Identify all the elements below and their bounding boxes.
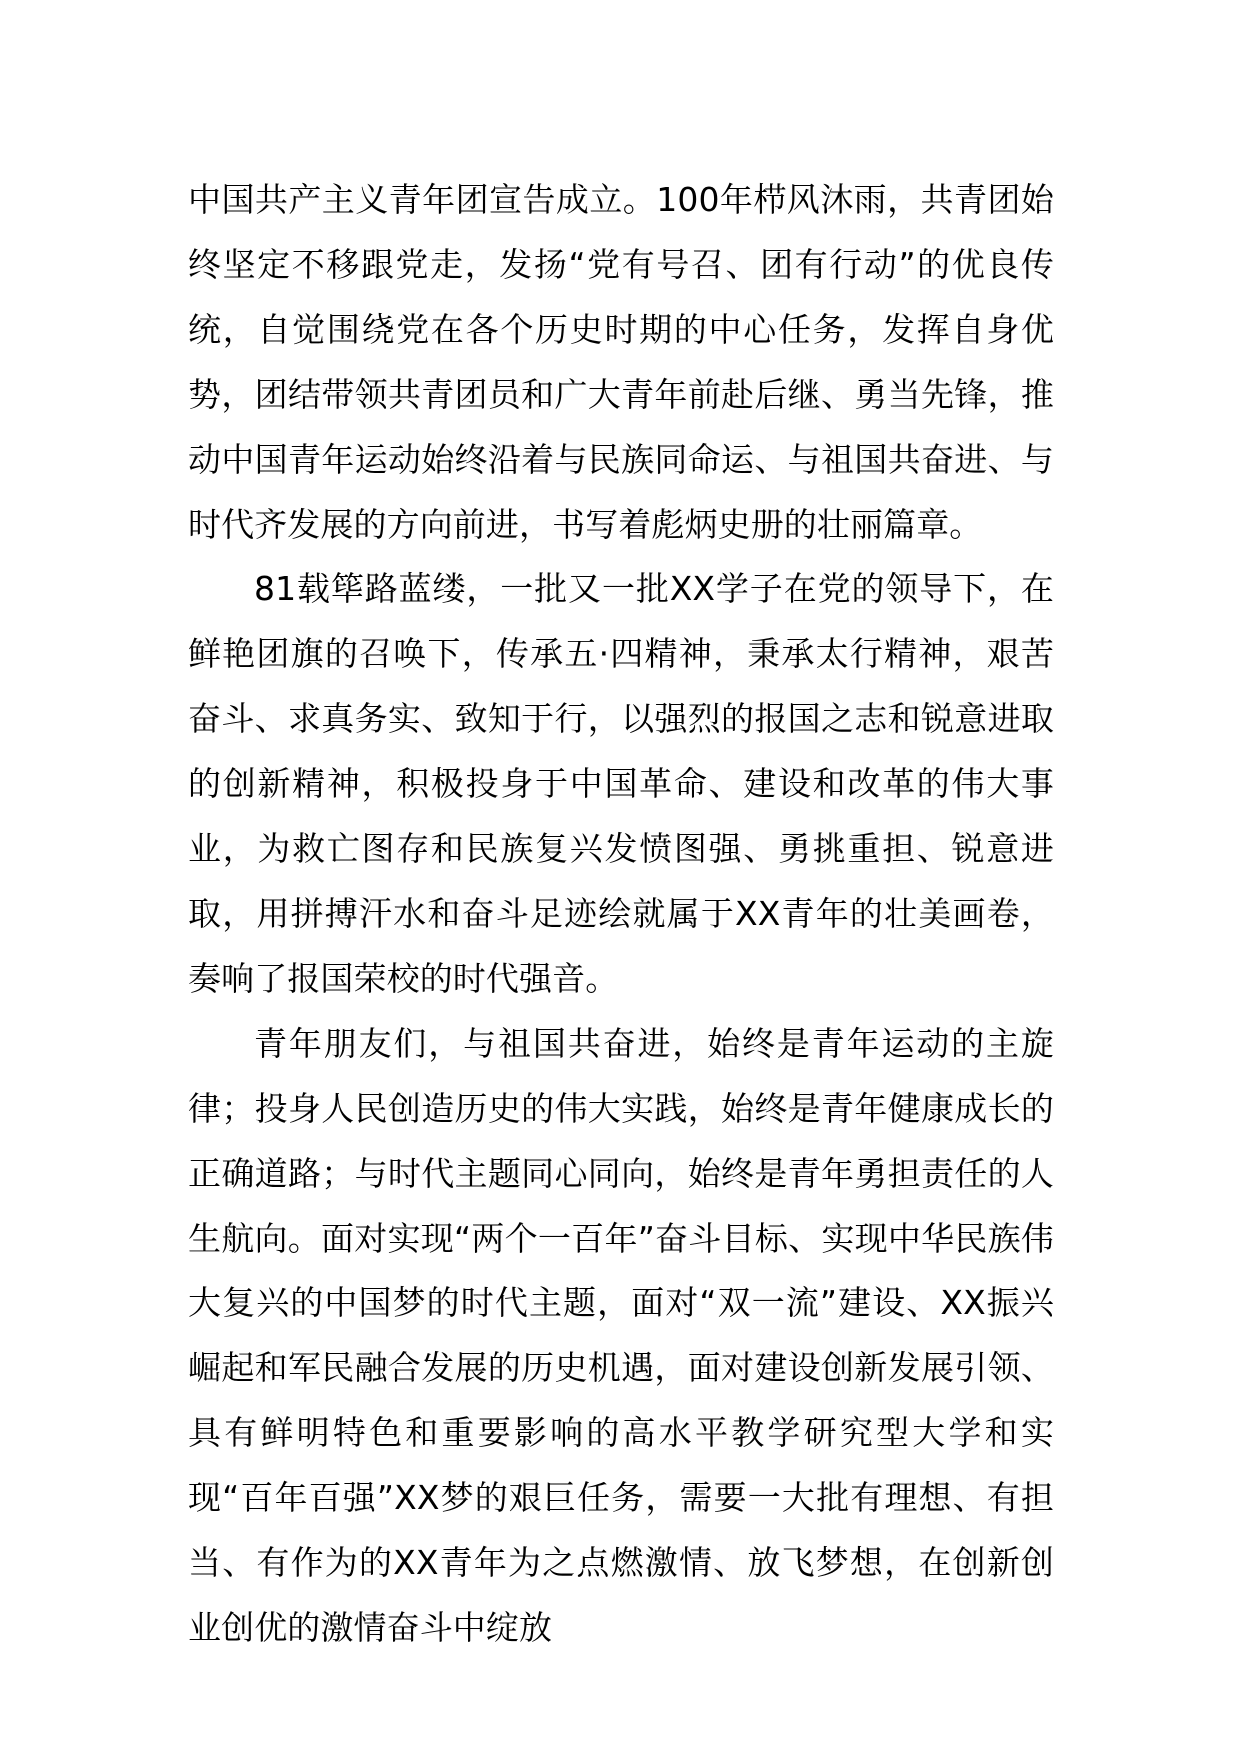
paragraph-2: 81载筚路蓝缕，一批又一批XX学子在党的领导下，在鲜艳团旗的召唤下，传承五·四精神，秉承太行精神，艰苦奋斗、求真务实、致知于行，以强烈的报国之志和锐意进取的创新精神，积极投身于中国革命、建设和改革的伟大事业，为救亡图存和民族复兴发愤图强、勇挑重担、锐意进取，用拼搏汗水和奋斗足迹绘就属于XX青年的壮美画卷，奏响了报国荣校的时代强音。 bbox=[188, 569, 1054, 998]
paragraph-3: 青年朋友们，与祖国共奋进，始终是青年运动的主旋律；投身人民创造历史的伟大实践，始终是青年健康成长的正确道路；与时代主题同心同向，始终是青年勇担责任的人生航向。面对实现“两个一百年”奋斗目标、实现中华民族伟大复兴的中国梦的时代主题，面对“双一流”建设、XX振兴崛起和军民融合发展的历史机遇，面对建设创新发展引领、具有鲜明特色和重要影响的高水平教学研究型大学和实现“百年百强”XX梦的艰巨任务，需要一大批有理想、有担当、有作为的XX青年为之点燃激情、放飞梦想，在创新创业创优的激情奋斗中绽放 bbox=[188, 1023, 1054, 1647]
paragraph-1: 中国共产主义青年团宣告成立。100年栉风沐雨，共青团始终坚定不移跟党走，发扬“党有号召、团有行动”的优良传统，自觉围绕党在各个历史时期的中心任务，发挥自身优势，团结带领共青团员和广大青年前赴后继、勇当先锋，推动中国青年运动始终沿着与民族同命运、与祖国共奋进、与时代齐发展的方向前进，书写着彪炳史册的壮丽篇章。 bbox=[188, 180, 1054, 544]
body-text bbox=[188, 168, 1054, 1661]
